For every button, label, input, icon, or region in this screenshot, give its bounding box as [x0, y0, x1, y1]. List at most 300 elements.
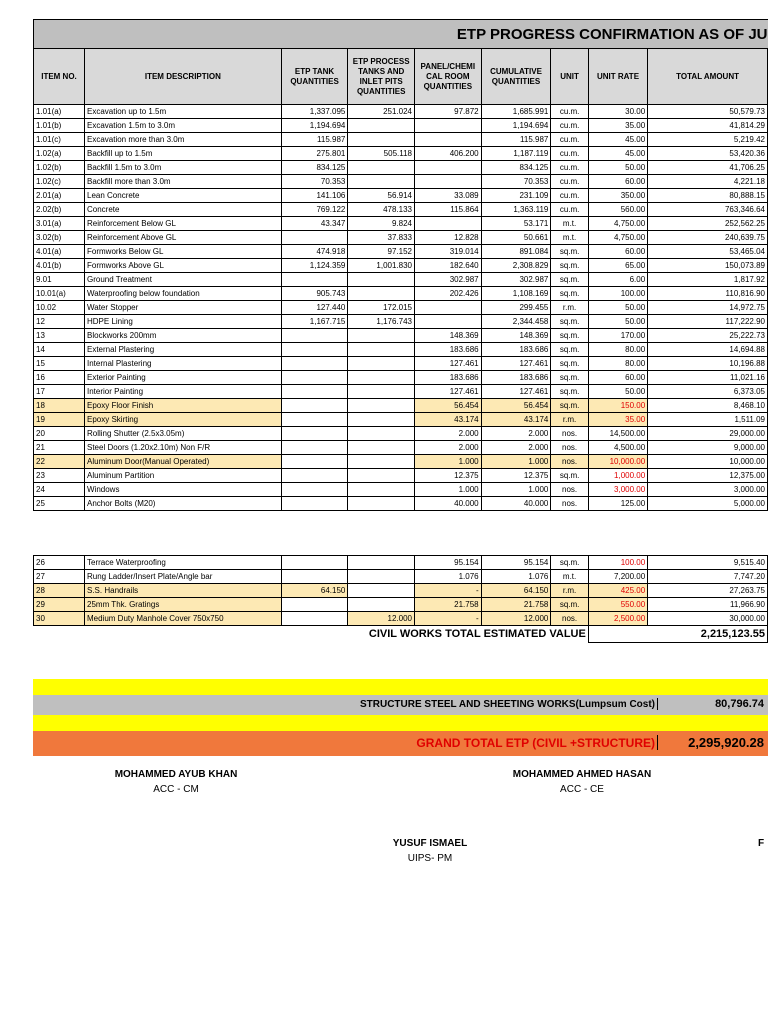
total-amount-cell: 9,000.00 [648, 441, 768, 455]
etp-tank-qty-cell: 43.347 [281, 217, 348, 231]
item-description-cell: Anchor Bolts (M20) [85, 497, 282, 511]
unit-cell: nos. [551, 427, 588, 441]
table-row [34, 301, 768, 315]
signatory-block [330, 838, 530, 864]
panel-room-qty-cell: 302.987 [415, 273, 482, 287]
total-amount-cell: 14,972.75 [648, 301, 768, 315]
total-amount-cell: 1,817.92 [648, 273, 768, 287]
process-tank-qty-cell [348, 399, 415, 413]
item-no-cell: 10.01(a) [34, 287, 85, 301]
total-amount-cell: 150,073.89 [648, 259, 768, 273]
grand-total-row [33, 731, 768, 756]
unit-rate-cell: 7,200.00 [588, 570, 647, 584]
etp-tank-qty-cell: 275.801 [281, 147, 348, 161]
process-tank-qty-cell [348, 598, 415, 612]
unit-cell: m.t. [551, 570, 588, 584]
panel-room-qty-cell: 127.461 [415, 385, 482, 399]
process-tank-qty-cell [348, 175, 415, 189]
cumulative-qty-cell: 1,108.169 [481, 287, 551, 301]
item-description-cell: Interior Painting [85, 385, 282, 399]
process-tank-qty-cell: 478.133 [348, 203, 415, 217]
item-description-cell: Blockworks 200mm [85, 329, 282, 343]
item-description-cell: Epoxy Skirting [85, 413, 282, 427]
process-tank-qty-cell: 172.015 [348, 301, 415, 315]
unit-rate-cell: 50.00 [588, 385, 647, 399]
table-row [34, 217, 768, 231]
total-amount-cell: 30,000.00 [648, 612, 768, 626]
item-no-cell: 9.01 [34, 273, 85, 287]
item-no-cell: 28 [34, 584, 85, 598]
item-no-cell: 1.01(a) [34, 105, 85, 119]
unit-cell: nos. [551, 497, 588, 511]
unit-cell: sq.m. [551, 245, 588, 259]
signatory-role: ACC - CM [153, 784, 199, 795]
total-amount-cell: 11,021.16 [648, 371, 768, 385]
item-description-cell: External Plastering [85, 343, 282, 357]
process-tank-qty-cell [348, 161, 415, 175]
table-row [34, 161, 768, 175]
table-row [34, 105, 768, 119]
cumulative-qty-cell: 12.000 [481, 612, 551, 626]
grand-total-label: GRAND TOTAL ETP (CIVIL +STRUCTURE) [416, 736, 655, 750]
unit-rate-cell: 350.00 [588, 189, 647, 203]
cut-off-text: F [758, 838, 765, 849]
unit-rate-cell: 60.00 [588, 245, 647, 259]
etp-tank-qty-cell [281, 427, 348, 441]
item-no-cell: 3.02(b) [34, 231, 85, 245]
unit-rate-cell: 80.00 [588, 357, 647, 371]
item-description-cell: Concrete [85, 203, 282, 217]
table-row [34, 119, 768, 133]
unit-rate-cell: 125.00 [588, 497, 647, 511]
cumulative-qty-cell: 834.125 [481, 161, 551, 175]
unit-rate-cell: 3,000.00 [588, 483, 647, 497]
item-no-cell: 20 [34, 427, 85, 441]
etp-tank-qty-cell [281, 413, 348, 427]
progress-table [33, 19, 768, 643]
etp-tank-qty-cell: 64.150 [281, 584, 348, 598]
etp-tank-qty-cell [281, 598, 348, 612]
total-amount-cell: 12,375.00 [648, 469, 768, 483]
total-amount-cell: 7,747.20 [648, 570, 768, 584]
cumulative-qty-cell: 2,344.458 [481, 315, 551, 329]
unit-cell: sq.m. [551, 315, 588, 329]
civil-total-label: CIVIL WORKS TOTAL ESTIMATED VALUE [368, 628, 586, 641]
steel-label: STRUCTURE STEEL AND SHEETING WORKS(Lumpsum Cost) [359, 699, 655, 710]
cumulative-qty-cell: 148.369 [481, 329, 551, 343]
total-amount-cell: 3,000.00 [648, 483, 768, 497]
process-tank-qty-cell [348, 133, 415, 147]
table-row [34, 273, 768, 287]
cumulative-qty-cell: 1,187.119 [481, 147, 551, 161]
panel-room-qty-cell: 2.000 [415, 427, 482, 441]
table-row [34, 556, 768, 570]
item-description-cell: HDPE Lining [85, 315, 282, 329]
col-header: ETP TANK QUANTITIES [281, 49, 348, 105]
process-tank-qty-cell: 9.824 [348, 217, 415, 231]
table-row [34, 175, 768, 189]
panel-room-qty-cell: 2.000 [415, 441, 482, 455]
item-description-cell: Ground Treatment [85, 273, 282, 287]
total-amount-cell: 41,814.29 [648, 119, 768, 133]
process-tank-qty-cell: 37.833 [348, 231, 415, 245]
total-amount-cell: 6,373.05 [648, 385, 768, 399]
unit-rate-cell: 100.00 [588, 287, 647, 301]
panel-room-qty-cell [415, 217, 482, 231]
item-description-cell: S.S. Handrails [85, 584, 282, 598]
unit-rate-cell: 80.00 [588, 343, 647, 357]
item-description-cell: Excavation up to 1.5m [85, 105, 282, 119]
table-row [34, 413, 768, 427]
process-tank-qty-cell [348, 497, 415, 511]
item-description-cell: Backfill 1.5m to 3.0m [85, 161, 282, 175]
item-description-cell: Windows [85, 483, 282, 497]
panel-room-qty-cell: 56.454 [415, 399, 482, 413]
col-header: CUMULATIVE QUANTITIES [481, 49, 551, 105]
cumulative-qty-cell: 183.686 [481, 371, 551, 385]
unit-cell: sq.m. [551, 259, 588, 273]
table-row [34, 385, 768, 399]
cumulative-qty-cell: 43.174 [481, 413, 551, 427]
item-no-cell: 19 [34, 413, 85, 427]
col-header: ITEM NO. [34, 49, 85, 105]
total-amount-cell: 763,346.64 [648, 203, 768, 217]
unit-cell: sq.m. [551, 329, 588, 343]
table-row [34, 427, 768, 441]
process-tank-qty-cell [348, 371, 415, 385]
etp-tank-qty-cell [281, 469, 348, 483]
table-row [34, 329, 768, 343]
etp-tank-qty-cell [281, 612, 348, 626]
panel-room-qty-cell: 127.461 [415, 357, 482, 371]
cumulative-qty-cell: 1.076 [481, 570, 551, 584]
item-no-cell: 13 [34, 329, 85, 343]
col-header: UNIT RATE [588, 49, 647, 105]
unit-cell: r.m. [551, 413, 588, 427]
signatory-role: UIPS- PM [407, 853, 453, 864]
unit-rate-cell: 10,000.00 [588, 455, 647, 469]
item-no-cell: 27 [34, 570, 85, 584]
item-description-cell: Aluminum Partition [85, 469, 282, 483]
process-tank-qty-cell [348, 455, 415, 469]
table-row [34, 371, 768, 385]
total-amount-cell: 5,000.00 [648, 497, 768, 511]
unit-rate-cell: 4,500.00 [588, 441, 647, 455]
cumulative-qty-cell: 115.987 [481, 133, 551, 147]
cumulative-qty-cell: 299.455 [481, 301, 551, 315]
unit-cell: cu.m. [551, 105, 588, 119]
item-no-cell: 25 [34, 497, 85, 511]
total-amount-cell: 110,816.90 [648, 287, 768, 301]
item-no-cell: 22 [34, 455, 85, 469]
etp-tank-qty-cell: 1,194.694 [281, 119, 348, 133]
col-header: ITEM DESCRIPTION [85, 49, 282, 105]
unit-cell: nos. [551, 455, 588, 469]
item-no-cell: 1.02(c) [34, 175, 85, 189]
total-amount-cell: 4,221.18 [648, 175, 768, 189]
panel-room-qty-cell: - [415, 584, 482, 598]
unit-cell: sq.m. [551, 385, 588, 399]
unit-cell: sq.m. [551, 556, 588, 570]
process-tank-qty-cell [348, 287, 415, 301]
unit-rate-cell: 560.00 [588, 203, 647, 217]
item-no-cell: 24 [34, 483, 85, 497]
item-description-cell: Medium Duty Manhole Cover 750x750 [85, 612, 282, 626]
item-no-cell: 4.01(b) [34, 259, 85, 273]
unit-cell: r.m. [551, 301, 588, 315]
panel-room-qty-cell: 97.872 [415, 105, 482, 119]
header-row [34, 49, 768, 105]
sheet-title: ETP PROGRESS CONFIRMATION AS OF JU [34, 20, 768, 49]
unit-rate-cell: 30.00 [588, 105, 647, 119]
table-row [34, 357, 768, 371]
unit-rate-cell: 35.00 [588, 119, 647, 133]
civil-total-row [34, 626, 768, 643]
table-row [34, 497, 768, 511]
item-description-cell: Steel Doors (1.20x2.10m) Non F/R [85, 441, 282, 455]
cumulative-qty-cell: 21.758 [481, 598, 551, 612]
item-description-cell: Formworks Below GL [85, 245, 282, 259]
panel-room-qty-cell: 33.089 [415, 189, 482, 203]
item-description-cell: Excavation more than 3.0m [85, 133, 282, 147]
item-description-cell: Epoxy Floor Finish [85, 399, 282, 413]
cumulative-qty-cell: 2,308.829 [481, 259, 551, 273]
cumulative-qty-cell: 302.987 [481, 273, 551, 287]
total-amount-cell: 50,579.73 [648, 105, 768, 119]
unit-cell: sq.m. [551, 287, 588, 301]
unit-cell: cu.m. [551, 119, 588, 133]
process-tank-qty-cell [348, 570, 415, 584]
unit-rate-cell: 45.00 [588, 133, 647, 147]
title-row [34, 20, 768, 49]
progress-sheet [33, 19, 768, 643]
panel-room-qty-cell [415, 161, 482, 175]
cumulative-qty-cell: 70.353 [481, 175, 551, 189]
process-tank-qty-cell: 1,001.830 [348, 259, 415, 273]
item-no-cell: 30 [34, 612, 85, 626]
item-no-cell: 21 [34, 441, 85, 455]
panel-room-qty-cell: 406.200 [415, 147, 482, 161]
unit-cell: sq.m. [551, 371, 588, 385]
etp-tank-qty-cell [281, 455, 348, 469]
cumulative-qty-cell: 183.686 [481, 343, 551, 357]
etp-tank-qty-cell [281, 231, 348, 245]
unit-cell: cu.m. [551, 161, 588, 175]
unit-rate-cell: 6.00 [588, 273, 647, 287]
process-tank-qty-cell [348, 343, 415, 357]
item-description-cell: 25mm Thk. Gratings [85, 598, 282, 612]
unit-rate-cell: 100.00 [588, 556, 647, 570]
panel-room-qty-cell: 12.828 [415, 231, 482, 245]
etp-tank-qty-cell [281, 357, 348, 371]
item-no-cell: 1.01(b) [34, 119, 85, 133]
item-description-cell: Water Stopper [85, 301, 282, 315]
steel-value: 80,796.74 [657, 698, 766, 710]
unit-cell: cu.m. [551, 147, 588, 161]
total-amount-cell: 9,515.40 [648, 556, 768, 570]
unit-cell: r.m. [551, 584, 588, 598]
unit-cell: cu.m. [551, 189, 588, 203]
panel-room-qty-cell [415, 301, 482, 315]
panel-room-qty-cell: 148.369 [415, 329, 482, 343]
unit-cell: sq.m. [551, 343, 588, 357]
item-no-cell: 10.02 [34, 301, 85, 315]
item-no-cell: 1.02(a) [34, 147, 85, 161]
etp-tank-qty-cell [281, 483, 348, 497]
signatory-name: YUSUF ISMAEL [392, 838, 468, 849]
unit-rate-cell: 50.00 [588, 315, 647, 329]
total-amount-cell: 25,222.73 [648, 329, 768, 343]
steel-row [33, 695, 768, 715]
etp-tank-qty-cell: 905.743 [281, 287, 348, 301]
cumulative-qty-cell: 64.150 [481, 584, 551, 598]
item-description-cell: Rolling Shutter (2.5x3.05m) [85, 427, 282, 441]
process-tank-qty-cell [348, 119, 415, 133]
total-amount-cell: 29,000.00 [648, 427, 768, 441]
item-no-cell: 29 [34, 598, 85, 612]
signatory-role: ACC - CE [560, 784, 604, 795]
unit-rate-cell: 14,500.00 [588, 427, 647, 441]
process-tank-qty-cell [348, 273, 415, 287]
unit-rate-cell: 60.00 [588, 175, 647, 189]
total-amount-cell: 240,639.75 [648, 231, 768, 245]
unit-cell: m.t. [551, 231, 588, 245]
unit-cell: cu.m. [551, 133, 588, 147]
process-tank-qty-cell [348, 357, 415, 371]
col-header: ETP PROCESS TANKS AND INLET PITS QUANTITIES [348, 49, 415, 105]
panel-room-qty-cell: 21.758 [415, 598, 482, 612]
total-amount-cell: 27,263.75 [648, 584, 768, 598]
total-amount-cell: 14,694.88 [648, 343, 768, 357]
table-row [34, 343, 768, 357]
process-tank-qty-cell: 56.914 [348, 189, 415, 203]
signatory-block [76, 769, 276, 795]
etp-tank-qty-cell: 115.987 [281, 133, 348, 147]
etp-tank-qty-cell: 474.918 [281, 245, 348, 259]
etp-tank-qty-cell: 834.125 [281, 161, 348, 175]
cumulative-qty-cell: 50.661 [481, 231, 551, 245]
item-no-cell: 23 [34, 469, 85, 483]
etp-tank-qty-cell [281, 570, 348, 584]
table-row [34, 315, 768, 329]
etp-tank-qty-cell [281, 441, 348, 455]
etp-tank-qty-cell [281, 343, 348, 357]
item-description-cell: Reinforcement Above GL [85, 231, 282, 245]
unit-rate-cell: 60.00 [588, 371, 647, 385]
etp-tank-qty-cell [281, 497, 348, 511]
table-body-secondary [34, 556, 768, 626]
unit-cell: nos. [551, 612, 588, 626]
cumulative-qty-cell: 2.000 [481, 427, 551, 441]
unit-cell: sq.m. [551, 598, 588, 612]
gap-row [34, 511, 768, 556]
table-row [34, 570, 768, 584]
panel-room-qty-cell [415, 133, 482, 147]
etp-tank-qty-cell [281, 399, 348, 413]
item-description-cell: Excavation 1.5m to 3.0m [85, 119, 282, 133]
table-body-main [34, 105, 768, 511]
table-row [34, 469, 768, 483]
process-tank-qty-cell [348, 584, 415, 598]
table-row [34, 598, 768, 612]
etp-tank-qty-cell [281, 556, 348, 570]
panel-room-qty-cell: 115.864 [415, 203, 482, 217]
process-tank-qty-cell [348, 329, 415, 343]
unit-rate-cell: 50.00 [588, 301, 647, 315]
unit-cell: sq.m. [551, 273, 588, 287]
unit-rate-cell: 65.00 [588, 259, 647, 273]
process-tank-qty-cell [348, 469, 415, 483]
unit-cell: cu.m. [551, 175, 588, 189]
unit-cell: nos. [551, 483, 588, 497]
etp-tank-qty-cell: 769.122 [281, 203, 348, 217]
panel-room-qty-cell: 202.426 [415, 287, 482, 301]
etp-tank-qty-cell [281, 273, 348, 287]
item-no-cell: 16 [34, 371, 85, 385]
process-tank-qty-cell [348, 556, 415, 570]
table-row [34, 455, 768, 469]
process-tank-qty-cell [348, 427, 415, 441]
total-amount-cell: 11,966.90 [648, 598, 768, 612]
process-tank-qty-cell: 505.118 [348, 147, 415, 161]
process-tank-qty-cell [348, 441, 415, 455]
civil-total-value: 2,215,123.55 [588, 626, 767, 643]
etp-tank-qty-cell: 1,337.095 [281, 105, 348, 119]
panel-room-qty-cell [415, 175, 482, 189]
unit-rate-cell: 50.00 [588, 161, 647, 175]
table-row [34, 245, 768, 259]
col-header: TOTAL AMOUNT [648, 49, 768, 105]
item-no-cell: 3.01(a) [34, 217, 85, 231]
process-tank-qty-cell: 12.000 [348, 612, 415, 626]
etp-tank-qty-cell: 70.353 [281, 175, 348, 189]
etp-tank-qty-cell [281, 385, 348, 399]
item-description-cell: Terrace Waterproofing [85, 556, 282, 570]
unit-rate-cell: 45.00 [588, 147, 647, 161]
etp-tank-qty-cell: 141.106 [281, 189, 348, 203]
table-row [34, 287, 768, 301]
unit-rate-cell: 35.00 [588, 413, 647, 427]
item-no-cell: 26 [34, 556, 85, 570]
item-no-cell: 4.01(a) [34, 245, 85, 259]
yellow-band [33, 715, 768, 731]
process-tank-qty-cell: 1,176.743 [348, 315, 415, 329]
signatory-name: MOHAMMED AHMED HASAN [512, 769, 652, 780]
item-description-cell: Backfill more than 3.0m [85, 175, 282, 189]
item-description-cell: Exterior Painting [85, 371, 282, 385]
cumulative-qty-cell: 53.171 [481, 217, 551, 231]
panel-room-qty-cell: 12.375 [415, 469, 482, 483]
item-no-cell: 17 [34, 385, 85, 399]
grand-total-value: 2,295,920.28 [657, 735, 766, 750]
panel-room-qty-cell: 1.000 [415, 483, 482, 497]
total-amount-cell: 117,222.90 [648, 315, 768, 329]
item-no-cell: 1.01(c) [34, 133, 85, 147]
unit-rate-cell: 2,500.00 [588, 612, 647, 626]
cumulative-qty-cell: 1,363.119 [481, 203, 551, 217]
process-tank-qty-cell: 97.152 [348, 245, 415, 259]
panel-room-qty-cell: 319.014 [415, 245, 482, 259]
total-amount-cell: 53,465.04 [648, 245, 768, 259]
panel-room-qty-cell [415, 315, 482, 329]
total-amount-cell: 80,888.15 [648, 189, 768, 203]
item-no-cell: 2.01(a) [34, 189, 85, 203]
table-row [34, 584, 768, 598]
table-row [34, 133, 768, 147]
etp-tank-qty-cell [281, 329, 348, 343]
unit-cell: sq.m. [551, 357, 588, 371]
item-description-cell: Internal Plastering [85, 357, 282, 371]
